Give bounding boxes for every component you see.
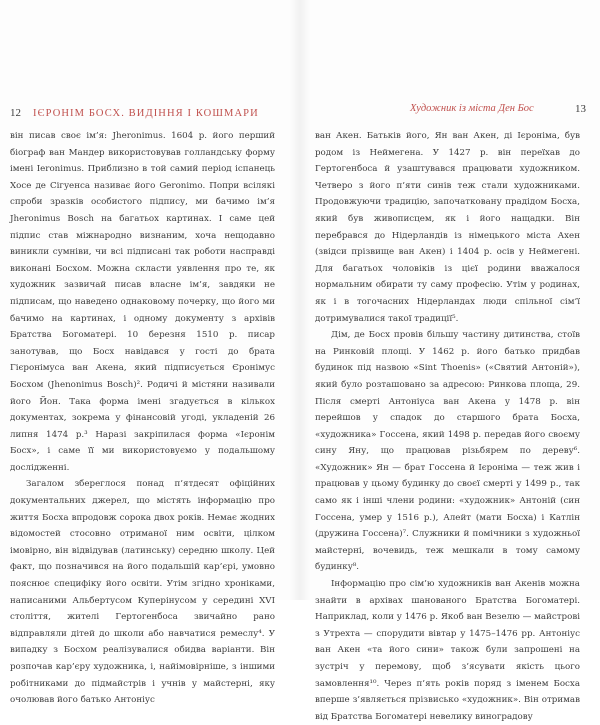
left-page-body bbox=[10, 128, 275, 709]
left-page-number: 12 bbox=[10, 107, 21, 119]
left-page bbox=[0, 0, 290, 706]
left-page-header bbox=[10, 103, 259, 121]
right-running-head: Художник із міста Ден Бос bbox=[410, 103, 534, 114]
right-paragraph-1: ван Акен. Батьків його, Ян ван Акен, ді Ієроніма, був родом із Неймегена. У 1427 р. він переїхав до Гертогенбоса й узаштувався працювати художником. Четверо з його п’яти синів теж стали художниками. Продовжуючи традицію, започатковану прадідом Босха, який був живописцем, як і його нащадки. Він перебрався до Нідерландів із німецького міста Ахен (звідси прізвище ван Акен) і 1404 р. осів у Неймегені. Для багатьох чоловіків із цієї родини вважалося нормальним обирати ту саму професію. Утім у родинах, як і в тогочасних Нідерландах люди спільної сім’ї дотримувалися такої традиції⁵. bbox=[315, 131, 580, 324]
right-paragraph-2: Дім, де Босх провів більшу частину дитинства, стоїв на Ринковій площі. У 1462 р. його батько придбав будинок під назвою «Sint Thoenis» («Святий Антоній»), який було розташовано за адресою: Ринкова площа, 29. Після смерті Антоніуса ван Акена у 1478 р. він перейшов у спадок до старшого брата Босха, «художника» Госсена, який 1498 р. передав його своєму сину Яну, що працював різьбярем по дереву⁶. «Художник» Ян — брат Госсена й Ієроніма — теж жив і працював у цьому будинку до своєї смерті у 1499 р., так само як і інші члени родини: «художник» Антоній (син Госсена, умер у 1516 р.), Алейт (мати Босха) і Катлін (дружина Госсена)⁷. Служники й помічники з художньої майстерні, вочевидь, теж мешкали в тому самому будинку⁸. bbox=[315, 330, 580, 573]
right-page-number: 13 bbox=[575, 103, 586, 115]
left-paragraph-1: він писав своє ім’я: Jheronimus. 1604 р. його перший біограф ван Мандер використовував голландську форму імені Ieronimus. Приблизно в той самий період іспанець Хосе де Сігуенса називає його Geronimo. Попри всілякі спроби зразків особистого підпису, ми бачимо ім’я Jheronimus Bosch на багатьох картинах. І саме цей підпис став міжнародно визнаним, хоча нещодавно виникли сумніви, чи всі підписані так роботи насправді виконані Босхом. Можна скласти уявлення про те, як художник зазвичай писав власне ім’я, завдяки не підписам, що наведено однаковому почерку, що його ми бачимо на картинах, і одному документу з архівів Братства Богоматері. 10 березня 1510 р. писар занотував, що Босх навідався у гості до брата Гієронімуса ван Акена, який підписується Єронімус Босхом (Jhenonimus Bosch)². Родичі й містяни називали його Йон. Така форма імені згадується в кількох документах, зокрема у фінансовій угоді, укладеній 26 липня 1474 р.³ Наразі закріпилася форма «Ієронім Босх», і саме її ми використовуємо у подальшому дослідженні. bbox=[10, 131, 275, 473]
right-page bbox=[310, 0, 600, 722]
right-page-body bbox=[315, 128, 580, 725]
right-paragraph-3: Інформацію про сім’ю художників ван Акенів можна знайти в архівах шанованого Братства Богоматері. Наприклад, коли у 1476 р. Якоб ван Везелю — майстрові з Утрехта — спорудити вівтар у 1475–1476 рр. Антоніус ван Акен «та його сини» також були запрошені на зустріч у перемову, щоб з’ясувати якість цього замовлення¹⁰. Через п’ять років поряд з іменем Босха вперше з’являється прізвисько «художник». Він отримав від Братства Богоматері невелику виноградову bbox=[315, 579, 580, 722]
left-paragraph-2: Загалом збереглося понад п’ятдесят офіційних документальних джерел, що містять інформацію про життя Босха впродовж сорока двох років. Немає жодних відомостей стосовно отриманої ним освіти, цілком імовірно, він відвідував (латинську) середню школу. Цей факт, що позначився на його подальшій кар’єрі, умовно пояснює специфіку його освіти. Утім згідно хроніками, написаними Альбертусом Куперінусом у середині XVI століття, жителі Гертогенбоса звичайно рано відправляли дітей до школи або навчатися ремеслу⁴. У випадку з Босхом реалізувалися обидва варіанти. Він розпочав кар’єру художника, і, найімовірніше, з іншими робітниками до підмайстрів і учнів у майстерні, яку очолював його батько Антоніус bbox=[10, 479, 275, 706]
left-running-head: ІЄРОНІМ БОСХ. ВИДІННЯ І КОШМАРИ bbox=[33, 108, 259, 119]
book-gutter bbox=[290, 0, 310, 600]
